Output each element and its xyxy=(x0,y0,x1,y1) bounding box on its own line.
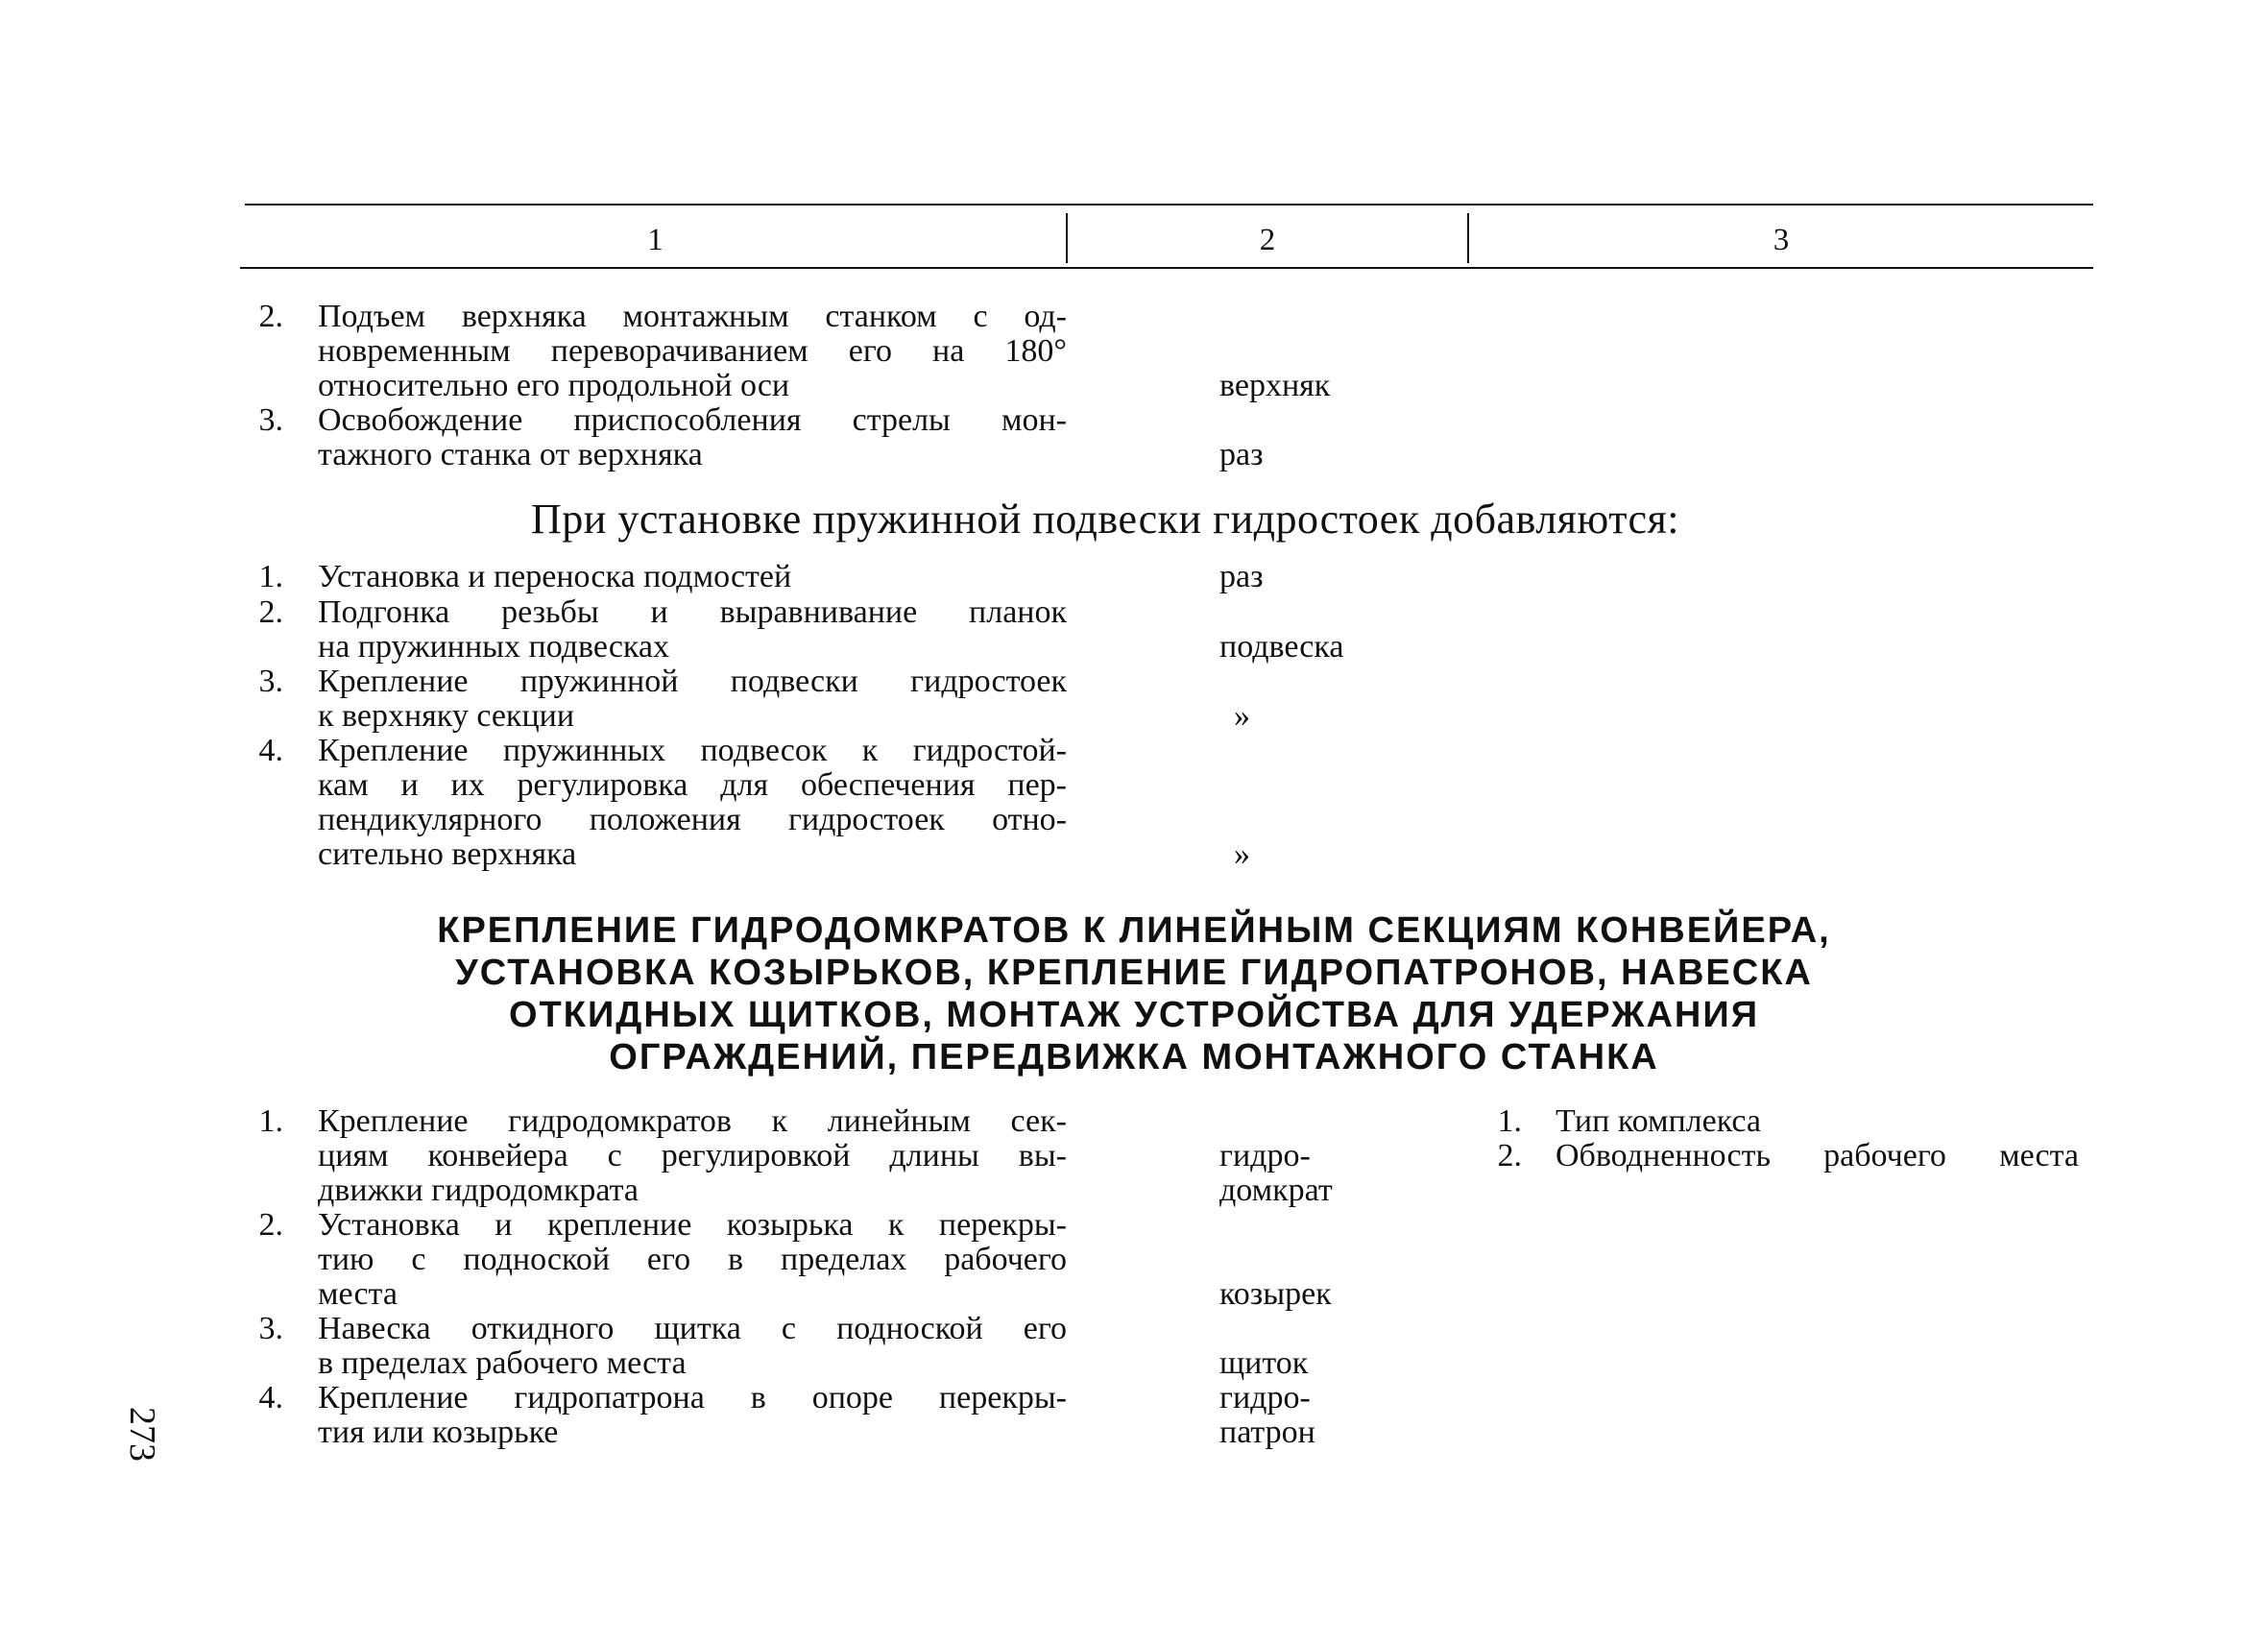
item-text-line: циям конвейера с регулировкой длины вы- xyxy=(318,1138,1067,1173)
item-number: 1. xyxy=(258,559,283,594)
item-unit: домкрат xyxy=(1219,1173,1333,1208)
item-unit: верхняк xyxy=(1219,368,1331,403)
item-unit: гидро- xyxy=(1219,1380,1311,1415)
item-text-line: Подъем верхняка монтажным станком с од- xyxy=(318,299,1067,334)
item-text-line: Крепление пружинных подвесок к гидростой- xyxy=(318,733,1067,768)
item-text-line: в пределах рабочего места xyxy=(318,1345,687,1381)
item-number: 1. xyxy=(258,1103,283,1139)
factor-text: Тип комплекса xyxy=(1556,1103,1761,1139)
item-number: 3. xyxy=(258,664,283,699)
item-text-line: пендикулярного положения гидростоек отно- xyxy=(318,802,1067,837)
item-text-line: Освобождение приспособления стрелы мон- xyxy=(318,402,1067,438)
item-text-line: новременным переворачиванием его на 180° xyxy=(318,333,1067,369)
item-number: 2. xyxy=(258,1207,283,1243)
item-text-line: Крепление гидропатрона в опоре перекры- xyxy=(318,1380,1067,1415)
section-title-line: ОГРАЖДЕНИЙ, ПЕРЕДВИЖКА МОНТАЖНОГО СТАНКА xyxy=(609,1037,1659,1077)
subheading: При установке пружинной подвески гидростоек добавляются: xyxy=(531,496,1679,543)
item-text-line: относительно его продольной оси xyxy=(318,368,790,403)
item-text-line: места xyxy=(318,1276,398,1312)
item-text-line: Навеска откидного щитка с подноской его xyxy=(318,1311,1067,1346)
item-text-line: Крепление пружинной подвески гидростоек xyxy=(318,664,1067,699)
item-number: 3. xyxy=(258,402,283,438)
item-unit: раз xyxy=(1219,559,1264,594)
item-text-line: Подгонка резьбы и выравнивание планок xyxy=(318,594,1067,630)
item-text-line: сительно верхняка xyxy=(318,836,577,872)
header-top-rule xyxy=(245,204,2093,206)
item-text-line: движки гидродомкрата xyxy=(318,1173,639,1208)
header-bottom-rule xyxy=(240,267,2093,269)
column-header-2: 2 xyxy=(1259,223,1276,257)
factor-number: 1. xyxy=(1497,1103,1522,1139)
item-unit: раз xyxy=(1219,437,1264,472)
section-title-line: КРЕПЛЕНИЕ ГИДРОДОМКРАТОВ К ЛИНЕЙНЫМ СЕКЦИЯМ КОНВЕЙЕРА, xyxy=(437,910,1831,951)
item-unit: подвеска xyxy=(1219,629,1344,665)
item-text-line: Крепление гидродомкратов к линейным сек- xyxy=(318,1103,1067,1139)
item-text-line: Установка и переноска подмостей xyxy=(318,559,792,594)
page-number: 273 xyxy=(122,1407,162,1462)
item-unit: козырек xyxy=(1219,1276,1332,1312)
section-title-line: ОТКИДНЫХ ЩИТКОВ, МОНТАЖ УСТРОЙСТВА ДЛЯ УДЕРЖАНИЯ xyxy=(508,995,1760,1035)
item-text-line: на пружинных подвесках xyxy=(318,629,669,665)
item-number: 4. xyxy=(258,733,283,768)
item-unit: гидро- xyxy=(1219,1138,1311,1173)
item-text-line: тажного станка от верхняка xyxy=(318,437,703,472)
item-number: 4. xyxy=(258,1380,283,1415)
item-unit-ditto: » xyxy=(1234,698,1250,734)
item-text-line: тию с подноской его в пределах рабочего xyxy=(318,1242,1067,1277)
item-number: 3. xyxy=(258,1311,283,1346)
item-number: 2. xyxy=(258,594,283,630)
column-header-1: 1 xyxy=(647,223,664,257)
factor-text: Обводненность рабочего места xyxy=(1556,1138,2079,1173)
item-unit: патрон xyxy=(1219,1415,1315,1450)
item-text-line: кам и их регулировка для обеспечения пер- xyxy=(318,767,1067,803)
factor-number: 2. xyxy=(1497,1138,1522,1173)
item-text-line: к верхняку секции xyxy=(318,698,575,734)
column-header-3: 3 xyxy=(1773,223,1790,257)
item-number: 2. xyxy=(258,299,283,334)
item-text-line: тия или козырьке xyxy=(318,1415,559,1450)
section-title-line: УСТАНОВКА КОЗЫРЬКОВ, КРЕПЛЕНИЕ ГИДРОПАТРОНОВ, НАВЕСКА xyxy=(455,953,1813,993)
item-text-line: Установка и крепление козырька к перекры- xyxy=(318,1207,1067,1243)
item-unit: щиток xyxy=(1219,1345,1309,1381)
item-unit-ditto: » xyxy=(1234,836,1250,872)
